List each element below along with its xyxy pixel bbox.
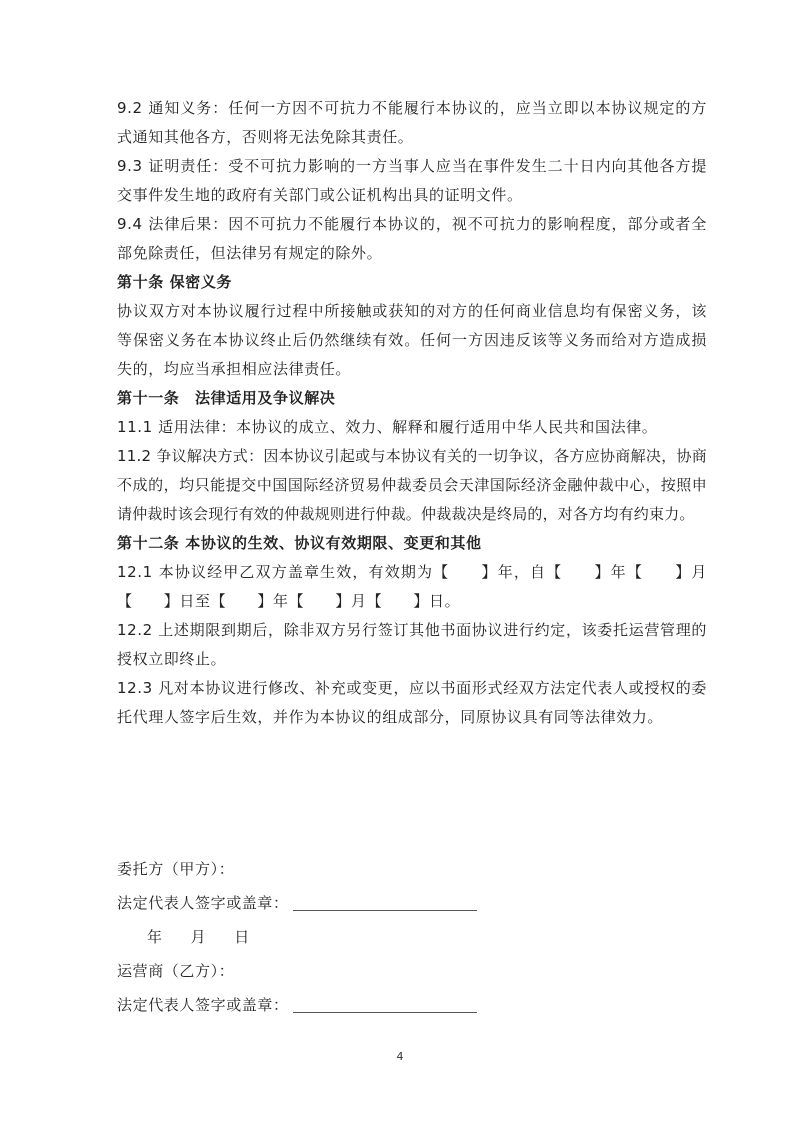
clause-12-1: 12.1 本协议经甲乙双方盖章生效，有效期为【 】年，自【 】年【 】月【 】日至【 】年【 】月【 】日。 <box>117 563 707 610</box>
client-rep-label: 法定代表人签字或盖章： <box>117 894 289 912</box>
clause-12-2: 12.2 上述期限到期后，除非双方另行签订其他书面协议进行约定，该委托运营管理的授权立即终止。 <box>117 621 707 668</box>
operator-signature-row <box>117 988 707 1022</box>
clause-9-2: 9.2 通知义务：任何一方因不可抗力不能履行本协议的，应当立即以本协议规定的方式通知其他各方，否则将无法免除其责任。 <box>117 99 707 146</box>
article-12-heading: 第十二条 本协议的生效、协议有效期限、变更和其他 <box>117 534 482 552</box>
client-signature-line[interactable] <box>293 892 477 911</box>
article-10-body: 协议双方对本协议履行过程中所接触或获知的对方的任何商业信息均有保密义务，该等保密义务在本协议终止后仍然继续有效。任何一方因违反该等义务而给对方造成损失的，均应当承担相应法律责任。 <box>117 302 707 378</box>
clause-12-3: 12.3 凡对本协议进行修改、补充或变更，应以书面形式经双方法定代表人或授权的委托代理人签字后生效，并作为本协议的组成部分，同原协议具有同等法律效力。 <box>117 679 707 726</box>
client-signature-row <box>117 886 707 920</box>
signature-block <box>117 852 707 1022</box>
article-11-heading: 第十一条 法律适用及争议解决 <box>117 389 336 407</box>
client-party-label: 委托方（甲方）： <box>117 860 235 878</box>
clause-11-1: 11.1 适用法律：本协议的成立、效力、解释和履行适用中华人民共和国法律。 <box>117 418 658 436</box>
clause-9-3: 9.3 证明责任：受不可抗力影响的一方当事人应当在事件发生二十日内向其他各方提交事件发生地的政府有关部门或公证机构出具的证明文件。 <box>117 157 707 204</box>
operator-rep-label: 法定代表人签字或盖章： <box>117 996 289 1014</box>
clause-9-4: 9.4 法律后果：因不可抗力不能履行本协议的，视不可抗力的影响程度，部分或者全部免除责任，但法律另有规定的除外。 <box>117 215 707 262</box>
document-body <box>117 94 707 732</box>
operator-party-label: 运营商（乙方）： <box>117 962 235 980</box>
clause-11-2: 11.2 争议解决方式：因本协议引起或与本协议有关的一切争议，各方应协商解决，协商不成的，均只能提交中国国际经济贸易仲裁委员会天津国际经济金融仲裁中心，按照申请仲裁时该会现行有效的仲裁规则进行仲裁。仲裁裁决是终局的，对各方均有约束力。 <box>117 447 707 523</box>
signature-date-row <box>117 920 707 954</box>
date-day-label: 日 <box>234 928 250 946</box>
page-number: 4 <box>396 1050 404 1063</box>
article-10-heading: 第十条 保密义务 <box>117 273 233 291</box>
date-month-label: 月 <box>190 928 207 946</box>
date-year-label: 年 <box>147 928 163 946</box>
operator-signature-line[interactable] <box>293 994 477 1013</box>
